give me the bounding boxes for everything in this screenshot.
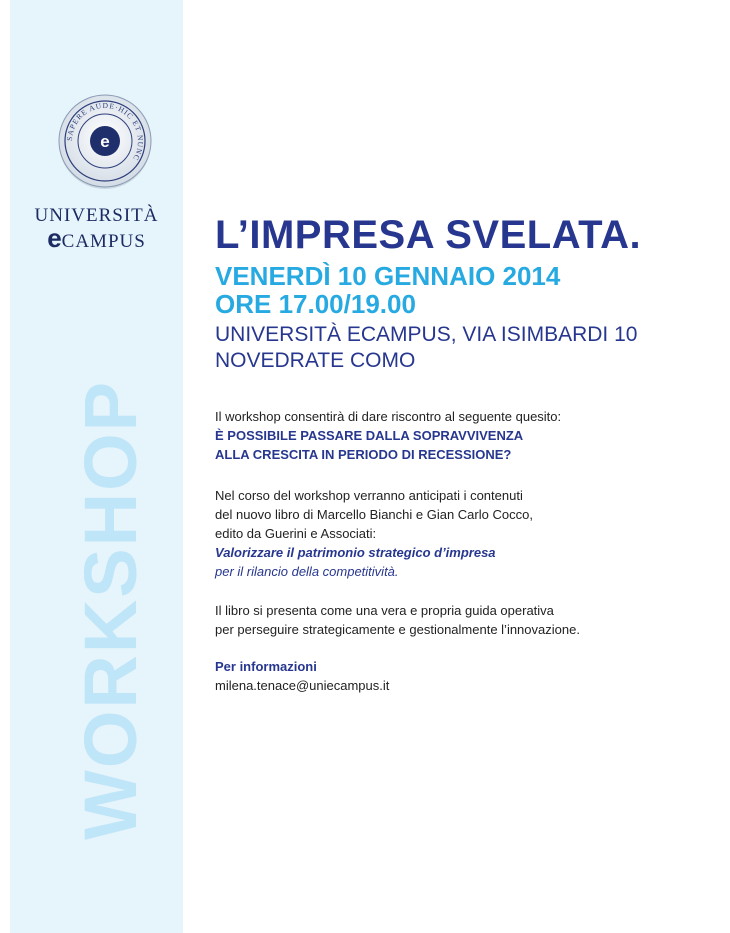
event-time: ORE 17.00/19.00 — [215, 289, 416, 319]
seal-ring-text: SAPERE AUDE·HIC ET NUNC — [64, 100, 146, 163]
workshop-vertical-label: WORKSHOP — [69, 380, 152, 840]
book-title-line2 — [215, 562, 399, 581]
intro-text: Il workshop consentirà di dare riscontro al seguente quesito: — [215, 409, 562, 424]
sidebar — [10, 0, 183, 933]
guide-text-line1: Il libro si presenta come una vera e propria guida operativa — [215, 603, 554, 618]
ecampus-campus: CAMPUS — [61, 231, 146, 252]
ecampus-name — [10, 223, 183, 253]
question-line2: ALLA CRESCITA IN PERIODO DI RECESSIONE? — [215, 447, 512, 462]
university-name: UNIVERSITÀ — [34, 205, 159, 226]
book-title-period: . — [394, 564, 399, 579]
book-title-line1: Valorizzare il patrimonio strategico d’impresa — [215, 545, 496, 560]
ecampus-e: e — [47, 223, 62, 253]
guide-text-line2: per perseguire strategicamente e gestionalmente l’innovazione. — [215, 622, 580, 637]
event-venue-line2: NOVEDRATE COMO — [215, 349, 416, 372]
event-venue-line1: UNIVERSITÀ ECAMPUS, VIA ISIMBARDI 10 — [215, 323, 638, 346]
seal-center-mark: e — [100, 132, 110, 151]
book-text-line1: Nel corso del workshop verranno anticipati i contenuti — [215, 488, 523, 503]
event-date: VENERDÌ 10 GENNAIO 2014 — [215, 261, 561, 291]
event-title: L’IMPRESA SVELATA. — [215, 213, 642, 257]
question-line1: È POSSIBILE PASSARE DALLA SOPRAVVIVENZA — [215, 428, 524, 443]
book-text-line2: del nuovo libro di Marcello Bianchi e Gian Carlo Cocco, — [215, 507, 533, 522]
book-text-line3: edito da Guerini e Associati: — [215, 526, 377, 541]
book-title-line2-text: per il rilancio della competitività — [215, 564, 395, 579]
info-label: Per informazioni — [215, 659, 317, 674]
info-email-link[interactable]: milena.tenace@uniecampus.it — [215, 678, 390, 693]
university-seal-logo — [57, 93, 153, 189]
